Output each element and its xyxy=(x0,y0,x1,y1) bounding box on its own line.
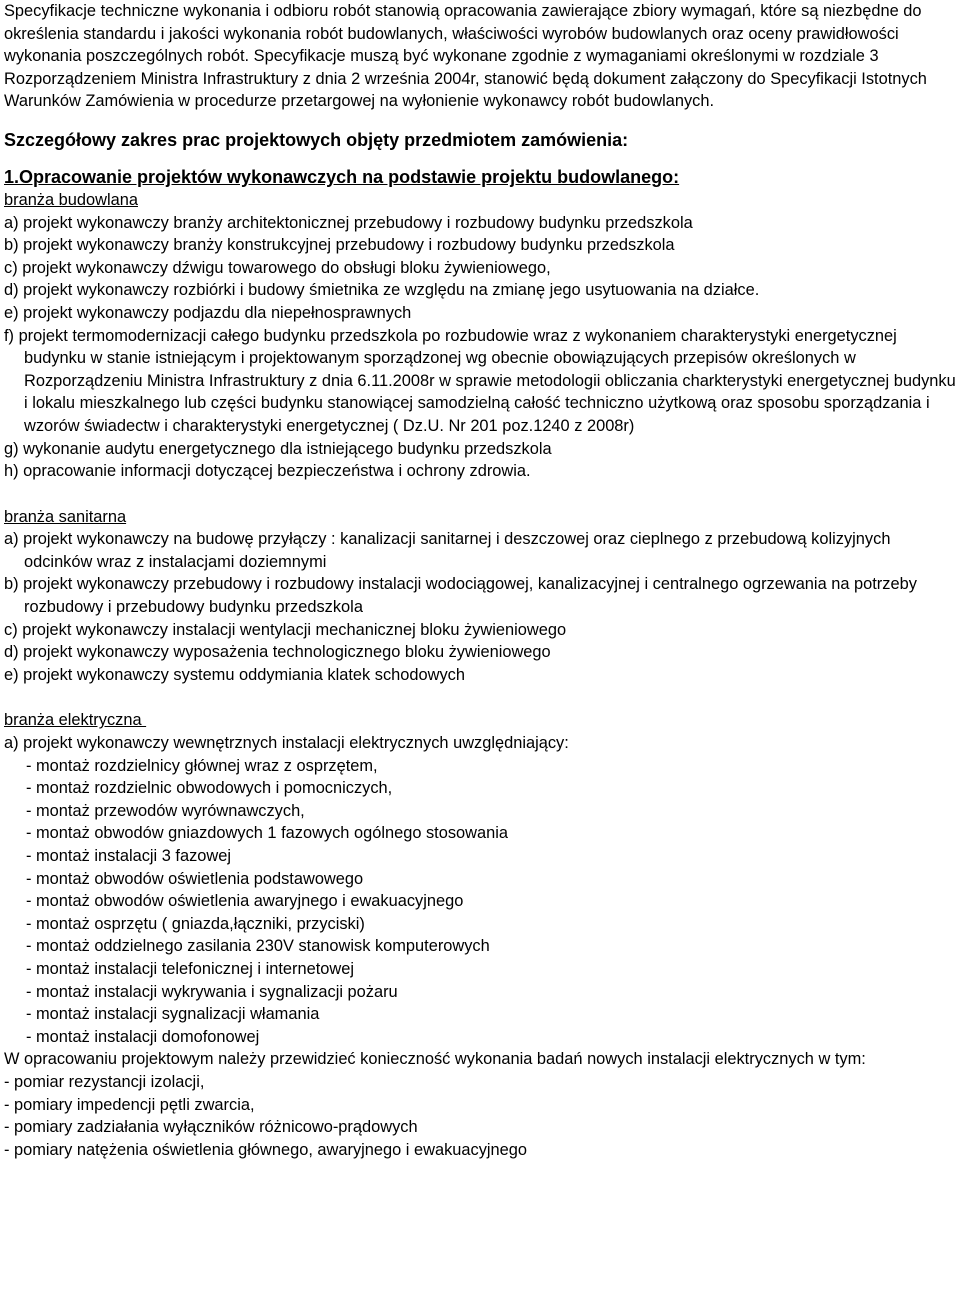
branch-sanitarna xyxy=(4,506,956,687)
sub-list-item: - montaż instalacji domofonowej xyxy=(26,1027,260,1046)
sub-list-item: - montaż rozdzielnicy głównej wraz z osprzętem, xyxy=(26,756,378,775)
sub-list-item: - montaż instalacji wykrywania i sygnalizacji pożaru xyxy=(26,982,398,1001)
sub-list-item: - montaż obwodów oświetlenia awaryjnego i ewakuacyjnego xyxy=(26,892,464,911)
sub-list-item: - montaż oddzielnego zasilania 230V stanowisk komputerowych xyxy=(26,937,490,956)
measurement-item: - pomiary impedencji pętli zwarcia, xyxy=(4,1095,255,1114)
list-item: e) projekt wykonawczy systemu oddymiania klatek schodowych xyxy=(4,665,465,684)
intro-paragraph: Specyfikacje techniczne wykonania i odbioru robót stanowią opracowania zawierające zbiory wymagań, które są niezbędne do określenia standardu i jakości wykonania robót budowlanych, właściwości wyrobów budowlanych oraz oceny prawidłowości wykonania poszczególnych robót. Specyfikacje muszą być wykonane zgodnie z wymaganiami określonymi w rozdziale 3 Rozporządzeniem Ministra Infrastruktury z dnia 2 września 2004r, stanowić będą dokument załączony do Specyfikacji Istotnych Warunków Zamówienia w procedurze przetargowej na wyłonienie wykonawcy robót budowlanych. xyxy=(4,2,927,111)
sub-list-item: - montaż osprzętu ( gniazda,łączniki, przyciski) xyxy=(26,914,365,933)
electrical-lead-item: a) projekt wykonawczy wewnętrznych instalacji elektrycznych uwzględniający: xyxy=(4,734,569,753)
list-item: a) projekt wykonawczy branży architektonicznej przebudowy i rozbudowy budynku przedszkola xyxy=(4,213,693,232)
branch-title-sanitarna: branża sanitarna xyxy=(4,507,127,526)
sub-list-item: - montaż obwodów oświetlenia podstawowego xyxy=(26,869,364,888)
testing-note: W opracowaniu projektowym należy przewidzieć konieczność wykonania badań nowych instalacji elektrycznych w tym: xyxy=(4,1050,866,1069)
list-item: d) projekt wykonawczy rozbiórki i budowy śmietnika ze względu na zmianę jego usytuowania na działce. xyxy=(4,281,760,300)
sub-list-item: - montaż rozdzielnic obwodowych i pomocniczych, xyxy=(26,779,393,798)
sub-list-item: - montaż obwodów gniazdowych 1 fazowych ogólnego stosowania xyxy=(26,824,508,843)
measurement-item: - pomiary natężenia oświetlenia głównego, awaryjnego i ewakuacyjnego xyxy=(4,1140,527,1159)
list-item: b) projekt wykonawczy przebudowy i rozbudowy instalacji wodociągowej, kanalizacyjnej i centralnego ogrzewania na potrzeby rozbudowy i przebudowy budynku przedszkola xyxy=(4,575,917,617)
measurement-item: - pomiary zadziałania wyłączników różnicowo-prądowych xyxy=(4,1118,418,1137)
sub-list-item: - montaż instalacji 3 fazowej xyxy=(26,847,231,865)
measurement-item: - pomiar rezystancji izolacji, xyxy=(4,1072,205,1091)
branch-title-elektryczna: branża elektryczna xyxy=(4,711,147,730)
sub-list-item: - montaż przewodów wyrównawczych, xyxy=(26,801,305,820)
list-item: g) wykonanie audytu energetycznego dla istniejącego budynku przedszkola xyxy=(4,439,552,458)
branch-elektryczna xyxy=(4,709,956,1161)
branch-title-budowlana: branża budowlana xyxy=(4,190,138,209)
section-title: 1.Opracowanie projektów wykonawczych na podstawie projektu budowlanego: xyxy=(4,166,680,187)
list-item: h) opracowanie informacji dotyczącej bezpieczeństwa i ochrony zdrowia. xyxy=(4,462,531,481)
list-item: d) projekt wykonawczy wyposażenia technologicznego bloku żywieniowego xyxy=(4,643,551,662)
sub-list-item: - montaż instalacji sygnalizacji włamania xyxy=(26,1005,320,1024)
list-item: e) projekt wykonawczy podjazdu dla niepełnosprawnych xyxy=(4,303,412,322)
list-item: a) projekt wykonawczy na budowę przyłączy : kanalizacji sanitarnej i deszczowej oraz cieplnego z przebudową kolizyjnych odcinków wraz z instalacjami doziemnymi xyxy=(4,530,891,571)
list-item: f) projekt termomodernizacji całego budynku przedszkola po rozbudowie wraz z wykonaniem charakterystyki energetycznej budynku w stanie istniejącym i projektowanym sporządzonej wg obecnie obowiązujących przepisów określonych w Rozporządzeniu Ministra Infrastruktury z dnia 6.11.2008r w sprawie metodologii obliczania charkterystyki energetycznej budynku i lokalu mieszkalnego lub części budynku stanowiącej samodzielną całość techniczno użytkową oraz sposobu sporządzania i wzorów świadectw i charakterystyki energetycznej ( Dz.U. Nr 201 poz.1240 z 2008r) xyxy=(4,326,956,435)
list-item: c) projekt wykonawczy instalacji wentylacji mechanicznej bloku żywieniowego xyxy=(4,620,567,639)
document-page xyxy=(4,0,956,1161)
list-item: b) projekt wykonawczy branży konstrukcyjnej przebudowy i rozbudowy budynku przedszkola xyxy=(4,236,675,255)
sub-list-item: - montaż instalacji telefonicznej i internetowej xyxy=(26,959,354,978)
intro-section xyxy=(4,0,956,113)
list-item: c) projekt wykonawczy dźwigu towarowego do obsługi bloku żywieniowego, xyxy=(4,258,551,277)
measurement-list xyxy=(4,1071,956,1161)
scope-heading: Szczegółowy zakres prac projektowych objęty przedmiotem zamówienia: xyxy=(4,129,629,150)
branch-budowlana xyxy=(4,189,956,483)
